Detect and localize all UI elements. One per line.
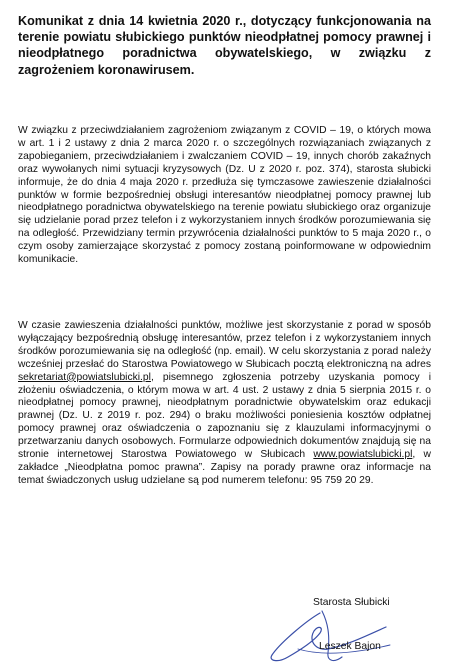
paragraph-2-text-2: , pisemnego zgłoszenia potrzeby uzyskania pomocy i złożeniu oświadczenia, o którym mowa w art. 4 ust. 2 ustawy z dnia 5 sierpnia 2015 r. o nieodpłatnej pomocy prawnej, nieodpłatnym poradnictwie obywatelskim oraz edukacji prawnej (Dz. U. z 2019 r. poz. 294) o braku możliwości poniesienia kosztów odpłatnej pomocy prawnej oraz oświadczenia o zapoznaniu się z klauzulami informacyjnymi o przetwarzaniu danych osobowych. Formularze odpowiednich dokumentów znajdują się na stronie internetowej Starostwa Powiatowego w Słubicach <box>18 371 431 461</box>
email-link[interactable]: sekretariat@powiatslubicki.pl <box>18 371 151 383</box>
paragraph-2-text-1: W czasie zawieszenia działalności punktów, możliwe jest skorzystanie z porad w sposób wyłączający bezpośrednią obsługę interesantów, przez telefon i z wykorzystaniem innych środków porozumiewania się na odległość (np. email). W celu skorzystania z porad należy wcześniej przesłać do Starostwa Powiatowego w Słubicach pocztą elektroniczną na adres <box>18 320 431 370</box>
website-link[interactable]: www.powiatslubicki.pl <box>313 449 413 461</box>
paragraph-1: W związku z przeciwdziałaniem zagrożeniom związanym z COVID – 19, o których mowa w art. 1 i 2 ustawy z dnia 2 marca 2020 r. o szczególnych rozwiązaniach związanych z zapobieganiem, przeciwdziałaniem i zwalczaniem COVID – 19, innych chorób zakaźnych oraz wywołanych nimi sytuacji kryzysowych (Dz. U z 2020 r. poz. 374), starosta słubicki informuje, że do dnia 4 maja 2020 r. przedłuża się tymczasowe zawieszenie działalności punktów w formie bezpośredniej obsługi interesantów nieodpłatnej pomocy prawnej lub nieodpłatnego poradnictwa obywatelskiego na terenie powiatu słubickiego oraz organizuje się udzielanie porad przez telefon i z wykorzystaniem innych środków porozumiewania się na odległość. Przewidziany termin przywrócenia działalności punktów to 5 maja 2020 r., o czym osoby zamierzające skorzystać z pomocy zostaną poinformowane w odpowiednim komunikacie. <box>18 125 431 266</box>
signature-name: Leszek Bajon <box>319 641 381 652</box>
paragraph-2-text-3: , w zakładce „Nieodpłatna pomoc prawna”. Zapisy na porady prawne oraz informacje na temat świadczonych usług udzielane są pod numerem telefonu: 95 759 20 29. <box>18 449 431 486</box>
handwritten-signature-icon <box>258 605 398 667</box>
signature-role: Starosta Słubicki <box>313 597 390 608</box>
paragraph-2 <box>18 320 431 488</box>
document-title: Komunikat z dnia 14 kwietnia 2020 r., dotyczący funkcjonowania na terenie powiatu słubickiego punktów nieodpłatnej pomocy prawnej i nieodpłatnego poradnictwa obywatelskiego, w związku z zagrożeniem koronawirusem. <box>18 14 431 77</box>
